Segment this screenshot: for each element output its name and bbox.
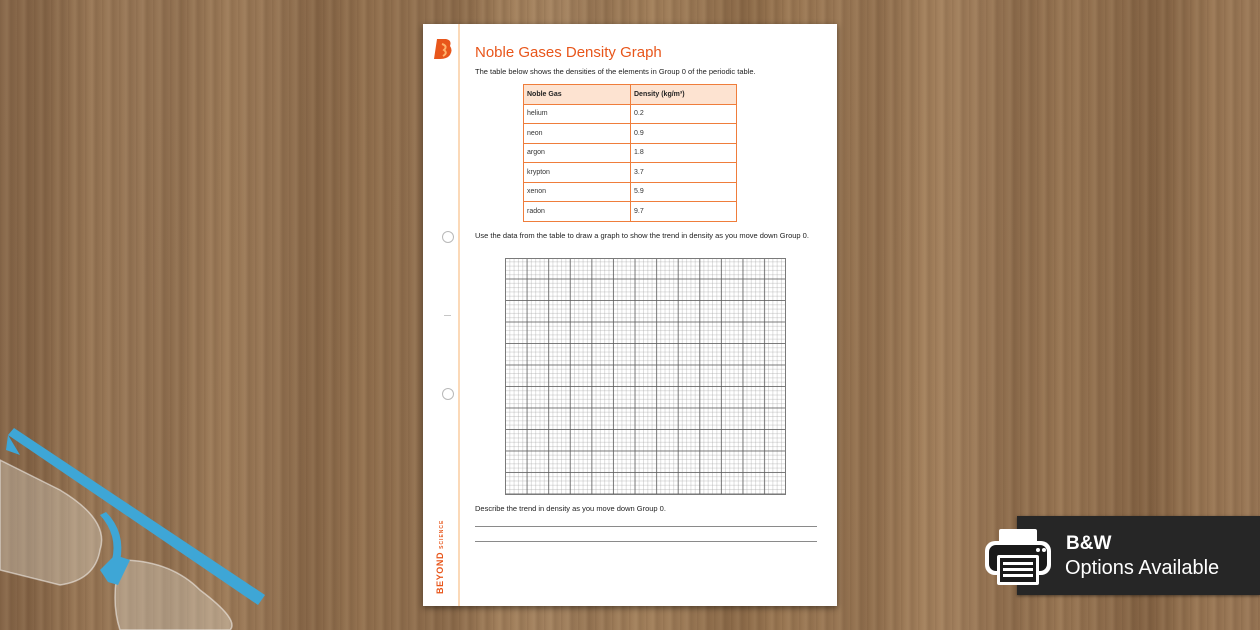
safety-glasses-image bbox=[0, 420, 280, 630]
gas-cell: radon bbox=[524, 202, 631, 222]
table-row bbox=[524, 124, 737, 144]
brand-main: BEYOND bbox=[435, 551, 445, 594]
gas-cell: xenon bbox=[524, 182, 631, 202]
answer-line-2[interactable] bbox=[475, 541, 817, 542]
graph-question: Use the data from the table to draw a graph to show the trend in density as you move down Group 0. bbox=[475, 231, 809, 240]
table-row bbox=[524, 182, 737, 202]
worksheet-page bbox=[423, 24, 837, 606]
bw-options-badge bbox=[1017, 516, 1260, 595]
table-header-row bbox=[524, 85, 737, 105]
density-cell: 1.8 bbox=[631, 143, 737, 163]
gas-cell: krypton bbox=[524, 163, 631, 183]
density-cell: 3.7 bbox=[631, 163, 737, 183]
badge-title: B&W bbox=[1066, 533, 1112, 554]
intro-text: The table below shows the densities of the elements in Group 0 of the periodic table. bbox=[475, 67, 756, 76]
punch-hole-bottom bbox=[442, 388, 454, 400]
worksheet-title: Noble Gases Density Graph bbox=[475, 44, 662, 61]
table-row bbox=[524, 104, 737, 124]
gas-cell: helium bbox=[524, 104, 631, 124]
density-cell: 9.7 bbox=[631, 202, 737, 222]
fold-mark bbox=[444, 315, 451, 316]
column-header-gas: Noble Gas bbox=[524, 85, 631, 105]
table-row bbox=[524, 202, 737, 222]
density-table bbox=[523, 84, 737, 222]
table-row bbox=[524, 143, 737, 163]
brand-vertical bbox=[435, 520, 445, 594]
punch-hole-top bbox=[442, 231, 454, 243]
column-header-density: Density (kg/m³) bbox=[631, 85, 737, 105]
trend-question: Describe the trend in density as you move down Group 0. bbox=[475, 504, 666, 513]
graph-paper-grid[interactable] bbox=[505, 258, 786, 495]
margin-line bbox=[458, 24, 460, 606]
density-cell: 5.9 bbox=[631, 182, 737, 202]
density-cell: 0.9 bbox=[631, 124, 737, 144]
answer-line-1[interactable] bbox=[475, 526, 817, 527]
density-cell: 0.2 bbox=[631, 104, 737, 124]
beyond-logo-icon bbox=[433, 38, 453, 60]
gas-cell: argon bbox=[524, 143, 631, 163]
brand-sub: SCIENCE bbox=[439, 519, 445, 549]
badge-subtitle: Options Available bbox=[1065, 557, 1220, 579]
gas-cell: neon bbox=[524, 124, 631, 144]
printer-icon bbox=[983, 527, 1053, 587]
table-row bbox=[524, 163, 737, 183]
